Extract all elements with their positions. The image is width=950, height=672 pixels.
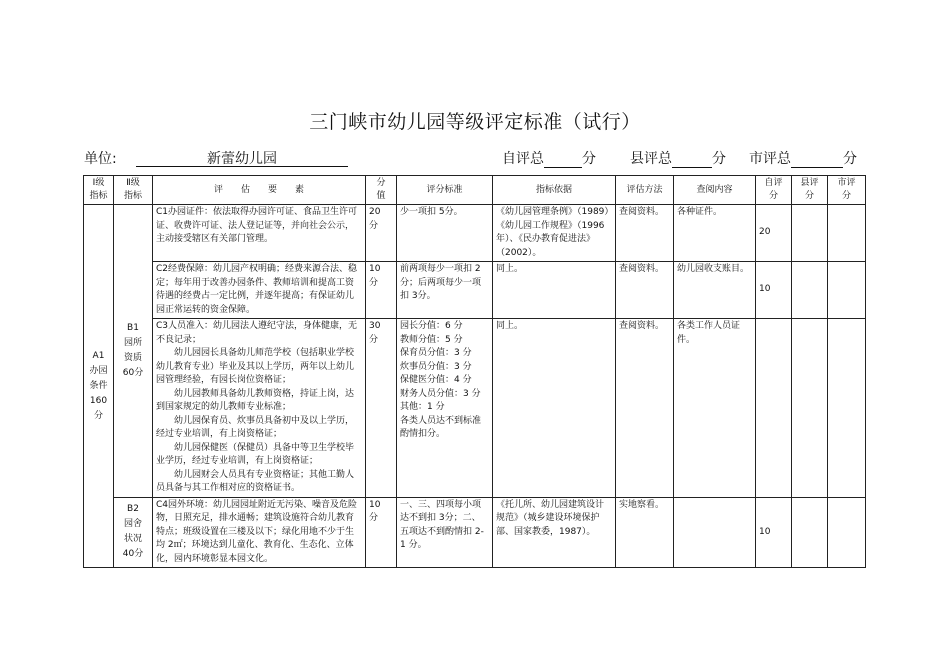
table-row bbox=[84, 497, 866, 568]
cell-review: 各类工作人员证件。 bbox=[674, 319, 756, 498]
header-self-score: 自评 分 bbox=[756, 176, 792, 205]
cell-county-score bbox=[792, 205, 828, 262]
cell-score: 30 分 bbox=[366, 319, 397, 498]
header-elements: 评 估 要 素 bbox=[153, 176, 366, 205]
cell-criteria: 少一项扣 5分。 bbox=[397, 205, 493, 262]
self-total-blank bbox=[544, 151, 582, 168]
cell-score: 20 分 bbox=[366, 205, 397, 262]
cell-city-score bbox=[828, 319, 866, 498]
cell-basis: 同上。 bbox=[493, 262, 616, 319]
cell-method: 查阅资料。 bbox=[616, 205, 674, 262]
header-review: 查阅内容 bbox=[674, 176, 756, 205]
cell-city-score bbox=[828, 262, 866, 319]
cell-score: 10 分 bbox=[366, 497, 397, 568]
header-method: 评估方法 bbox=[616, 176, 674, 205]
cell-criteria: 园长分值：6 分 教师分值：5 分 保育员分值：3 分 炊事员分值：3 分 保健医分值：4 分 财务人员分值：3 分 其他：1 分 各类人员达不到标准酌情扣分。 bbox=[397, 319, 493, 498]
unit-score-line bbox=[84, 148, 864, 170]
cell-elements: C3人员准入：幼儿园法人遵纪守法，身体健康，无不良记录； 幼儿园园长具备幼儿师范学校（包括职业学校幼儿教育专业）毕业及其以上学历，两年以上幼儿园管理经验，有园长岗位资格证； 幼儿园教师具备幼儿教师资格，持证上岗，达到国家规定的幼儿教师专业标准； 幼儿园保育员、炊事员具备初中及以上学历，经过专业培训，有上岗资格证； 幼儿园保健医（保健员）具备中等卫生学校毕业学历，经过专业培训，有上岗资格证； 幼儿园财会人员具有专业资格证；其他工勤人员具备与其工作相对应的资格证书。 bbox=[153, 319, 366, 498]
county-total-score: 县评总 分 bbox=[630, 151, 726, 167]
cell-self-score: 10 bbox=[756, 497, 792, 568]
level2-b1: B1 园所 资质 60分 bbox=[114, 205, 153, 498]
cell-elements: C4园外环境：幼儿园园址附近无污染、噪音及危险物，日照充足，排水通畅；建筑设施符合幼儿教育特点；班级设置在三楼及以下；绿化用地不少于生均 2㎡；环境达到儿童化、教育化、生态化、立体化，园内环境彰显本园文化。 bbox=[153, 497, 366, 568]
cell-score: 10 分 bbox=[366, 262, 397, 319]
cell-basis: 《幼儿园管理条例》（1989）《幼儿园工作规程》（1996年）、《民办教育促进法》（2002）。 bbox=[493, 205, 616, 262]
table-row bbox=[84, 319, 866, 498]
page-title: 三门峡市幼儿园等级评定标准（试行） bbox=[309, 111, 641, 133]
cell-review: 幼儿园收支账目。 bbox=[674, 262, 756, 319]
cell-basis: 《托儿所、幼儿园建筑设计规范》（城乡建设环境保护部、国家教委，1987）。 bbox=[493, 497, 616, 568]
table-header-row bbox=[84, 176, 866, 205]
cell-city-score bbox=[828, 205, 866, 262]
unit-label: 单位: bbox=[84, 151, 117, 167]
cell-criteria: 前两项每少一项扣 2分；后两项每少一项扣 3分。 bbox=[397, 262, 493, 319]
cell-self-score bbox=[756, 319, 792, 498]
cell-self-score: 20 bbox=[756, 205, 792, 262]
cell-county-score bbox=[792, 319, 828, 498]
header-basis: 指标依据 bbox=[493, 176, 616, 205]
level1-a1: A1 办园 条件 160 分 bbox=[84, 205, 114, 568]
county-total-blank bbox=[672, 151, 712, 168]
cell-review: 各种证件。 bbox=[674, 205, 756, 262]
table-row bbox=[84, 262, 866, 319]
evaluation-table bbox=[83, 175, 866, 568]
header-level1: Ⅰ级 指标 bbox=[84, 176, 114, 205]
header-city-score: 市评 分 bbox=[828, 176, 866, 205]
city-total-blank bbox=[791, 151, 843, 168]
header-score: 分 值 bbox=[366, 176, 397, 205]
cell-criteria: 一、三、四项每小项达不到扣 3分；二、五项达不到酌情扣 2-1 分。 bbox=[397, 497, 493, 568]
cell-city-score bbox=[828, 497, 866, 568]
cell-method: 查阅资料。 bbox=[616, 262, 674, 319]
cell-review bbox=[674, 497, 756, 568]
cell-method: 实地察看。 bbox=[616, 497, 674, 568]
cell-county-score bbox=[792, 262, 828, 319]
self-total-score: 自评总 分 bbox=[502, 151, 596, 167]
table-row bbox=[84, 205, 866, 262]
unit-name: 新蕾幼儿园 bbox=[136, 148, 348, 167]
city-total-score: 市评总 分 bbox=[749, 151, 857, 167]
cell-self-score: 10 bbox=[756, 262, 792, 319]
cell-elements: C1办园证件：依法取得办园许可证、食品卫生许可证、收费许可证、法人登记证等，并向社会公示，主动接受辖区有关部门管理。 bbox=[153, 205, 366, 262]
cell-county-score bbox=[792, 497, 828, 568]
cell-elements: C2经费保障：幼儿园产权明确；经费来源合法、稳定；每年用于改善办园条件、教师培训和提高工资待遇的经费占一定比例，并逐年提高；有保证幼儿园正常运转的资金保障。 bbox=[153, 262, 366, 319]
header-level2: Ⅱ级 指标 bbox=[114, 176, 153, 205]
header-criteria: 评分标准 bbox=[397, 176, 493, 205]
cell-method: 查阅资料。 bbox=[616, 319, 674, 498]
level2-b2: B2 园舍 状况 40分 bbox=[114, 497, 153, 568]
header-county-score: 县评 分 bbox=[792, 176, 828, 205]
cell-basis: 同上。 bbox=[493, 319, 616, 498]
